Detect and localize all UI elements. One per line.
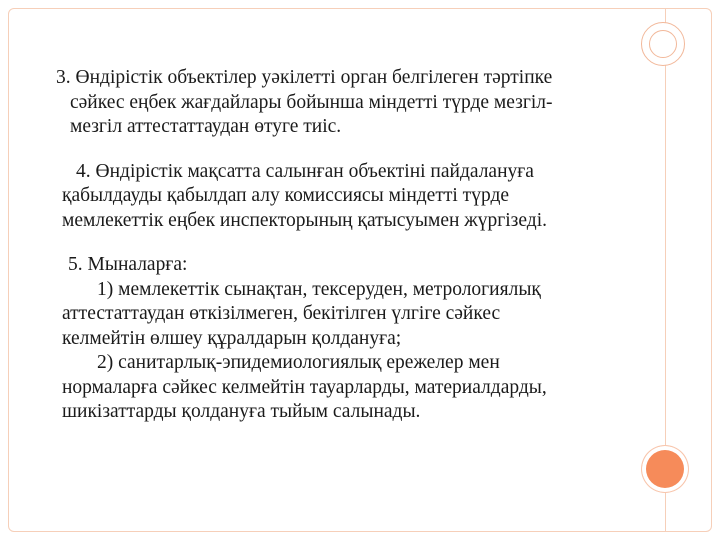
decorative-ring — [641, 22, 685, 66]
paragraph-5-line-4: келмейтін өлшеу құралдарын қолдануға; — [62, 327, 402, 349]
paragraph-5 — [50, 253, 630, 425]
slide-body — [50, 66, 630, 425]
paragraph-5-line-2: 1) мемлекеттік сынақтан, тексеруден, метрологиялық — [97, 278, 541, 300]
paragraph-3 — [50, 66, 630, 140]
paragraph-5-line-6: нормаларға сәйкес келмейтін тауарларды, материалдарды, — [62, 376, 547, 398]
decorative-dot — [642, 446, 688, 492]
paragraph-5-line-7: шикізаттарды қолдануға тыйым салынады. — [62, 401, 421, 422]
paragraph-5-line-1: 5. Мыналарға: — [68, 254, 188, 275]
paragraph-5-line-5: 2) санитарлық-эпидемиологиялық ережелер мен — [97, 352, 500, 373]
paragraph-4-line-2: қабылдауды қабылдап алу комиссиясы міндетті түрде — [62, 185, 510, 206]
paragraph-3-line-2: сәйкес еңбек жағдайлары бойынша міндетті түрде мезгіл- — [70, 91, 553, 113]
paragraph-3-line-1: 3. Өндірістік объектілер уәкілетті орган белгілеген тәртіпке — [56, 67, 553, 88]
paragraph-3-line-3: мезгіл аттестаттаудан өтуге тиіс. — [70, 116, 342, 137]
paragraph-4-line-3: мемлекеттік еңбек инспекторының қатысуымен жүргізеді. — [62, 209, 547, 231]
paragraph-5-line-3: аттестаттаудан өткізілмеген, бекітілген үлгіге сәйкес — [62, 303, 501, 324]
decorative-ring-inner — [649, 30, 677, 58]
paragraph-4 — [50, 160, 630, 234]
paragraph-4-line-1: 4. Өндірістік мақсатта салынған объектіні пайдалануға — [76, 160, 534, 182]
